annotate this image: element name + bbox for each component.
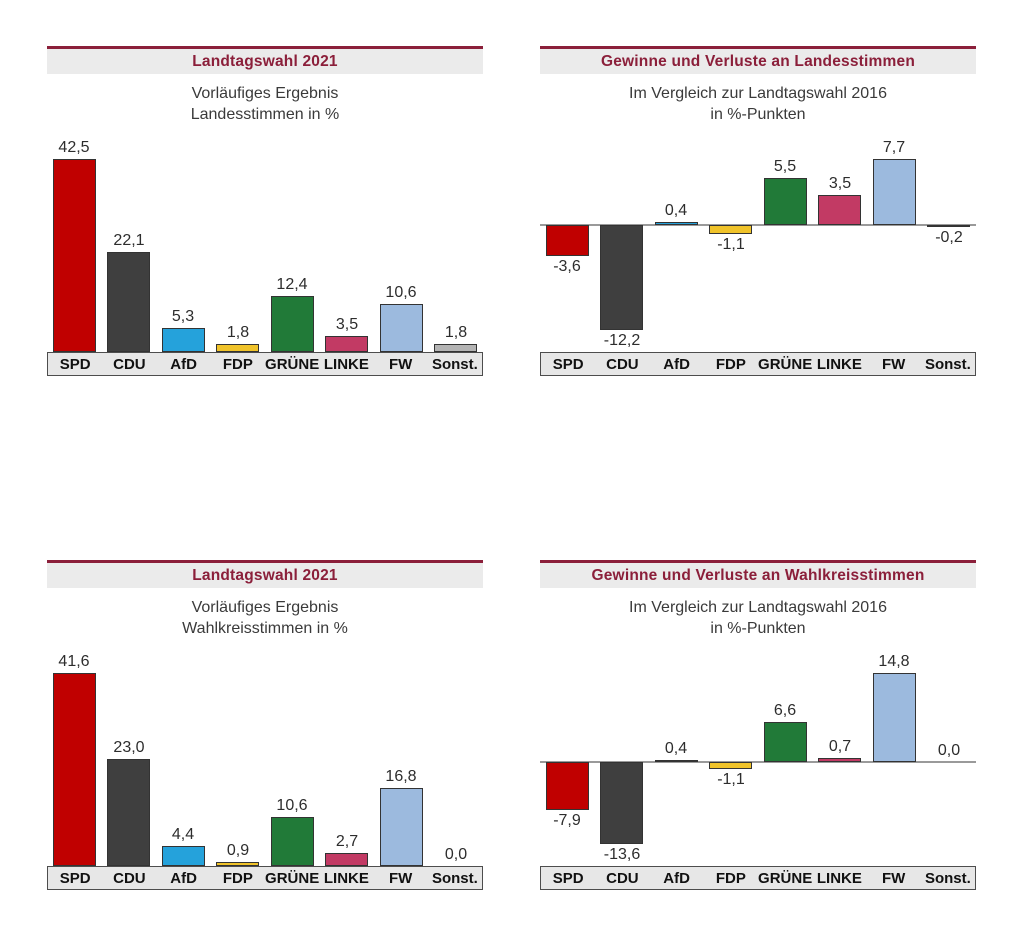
bar-fw xyxy=(380,304,423,352)
value-label-spd: 42,5 xyxy=(58,139,90,156)
value-label-sonst: -0,2 xyxy=(935,229,963,246)
chart-title: Gewinne und Verluste an Landesstimmen xyxy=(600,52,916,70)
value-label-fdp: -1,1 xyxy=(717,236,745,253)
value-label-afd: 5,3 xyxy=(171,308,195,325)
bar-sonst xyxy=(927,225,970,227)
value-label-linke: 2,7 xyxy=(335,833,359,850)
bar-gruene xyxy=(271,817,314,866)
axis-label-gruene: GRÜNE xyxy=(758,869,813,887)
value-label-cdu: -13,6 xyxy=(603,846,641,863)
axis-label-spd: SPD xyxy=(59,869,91,887)
bar-cdu xyxy=(600,225,643,330)
value-label-fw: 14,8 xyxy=(878,653,910,670)
chart-subtitle-line2: Wahlkreisstimmen in % xyxy=(182,620,348,637)
chart-title: Landtagswahl 2021 xyxy=(192,52,338,70)
bar-spd xyxy=(53,159,96,352)
value-label-afd: 4,4 xyxy=(171,826,195,843)
value-label-spd: -7,9 xyxy=(553,812,581,829)
chart-header-band xyxy=(47,49,483,74)
axis-label-afd: AfD xyxy=(170,869,197,887)
value-label-cdu: 22,1 xyxy=(113,232,145,249)
bar-spd xyxy=(546,762,589,810)
bar-afd xyxy=(655,760,698,762)
chart-subtitle xyxy=(47,83,483,125)
chart-subtitle-line1: Im Vergleich zur Landtagswahl 2016 xyxy=(629,599,887,616)
axis-label-fdp: FDP xyxy=(222,355,253,373)
axis-label-cdu: CDU xyxy=(113,869,146,887)
value-label-linke: 3,5 xyxy=(335,316,359,333)
axis-label-cdu: CDU xyxy=(113,355,146,373)
value-label-sonst: 0,0 xyxy=(937,742,961,759)
bar-gruene xyxy=(764,178,807,225)
axis-label-spd: SPD xyxy=(552,355,584,373)
bar-linke xyxy=(818,195,861,225)
value-label-afd: 0,4 xyxy=(664,740,688,757)
axis-label-linke: LINKE xyxy=(323,869,369,887)
x-axis-band xyxy=(540,866,976,890)
value-label-gruene: 10,6 xyxy=(276,797,308,814)
plot-area xyxy=(47,135,483,352)
bar-fdp xyxy=(709,762,752,769)
value-label-gruene: 5,5 xyxy=(773,158,797,175)
chart-subtitle-line1: Vorläufiges Ergebnis xyxy=(191,85,339,102)
bar-gruene xyxy=(271,296,314,352)
chart-panel-landesstimmen-ergebnis xyxy=(47,46,483,376)
axis-label-spd: SPD xyxy=(59,355,91,373)
axis-label-fw: FW xyxy=(388,869,413,887)
value-label-afd: 0,4 xyxy=(664,202,688,219)
chart-subtitle-line2: Landesstimmen in % xyxy=(190,106,340,123)
x-axis-band xyxy=(540,352,976,376)
chart-subtitle-line2: in %-Punkten xyxy=(710,620,806,637)
chart-subtitle-line1: Im Vergleich zur Landtagswahl 2016 xyxy=(629,85,887,102)
axis-label-afd: AfD xyxy=(663,869,690,887)
bar-linke xyxy=(325,336,368,352)
x-axis-band xyxy=(47,866,483,890)
bar-fw xyxy=(873,673,916,762)
chart-header-band xyxy=(540,49,976,74)
axis-label-fw: FW xyxy=(388,355,413,373)
bar-fw xyxy=(380,788,423,866)
axis-label-linke: LINKE xyxy=(816,869,862,887)
bar-cdu xyxy=(107,252,150,352)
bar-fw xyxy=(873,159,916,225)
bar-cdu xyxy=(107,759,150,866)
plot-area xyxy=(540,135,976,352)
value-label-sonst: 0,0 xyxy=(444,846,468,863)
value-label-cdu: -12,2 xyxy=(603,332,641,349)
bar-sonst xyxy=(434,344,477,352)
value-label-spd: 41,6 xyxy=(58,653,90,670)
chart-panel-wahlkreisstimmen-ergebnis xyxy=(47,560,483,890)
axis-label-spd: SPD xyxy=(552,869,584,887)
value-label-spd: -3,6 xyxy=(553,258,581,275)
bar-gruene xyxy=(764,722,807,762)
bar-afd xyxy=(162,328,205,352)
bar-spd xyxy=(546,225,589,256)
axis-label-sonst: Sonst. xyxy=(924,869,971,887)
bar-linke xyxy=(818,758,861,762)
value-label-gruene: 12,4 xyxy=(276,276,308,293)
chart-subtitle xyxy=(540,597,976,639)
bar-linke xyxy=(325,853,368,866)
chart-header-band xyxy=(47,563,483,588)
bar-afd xyxy=(655,222,698,225)
chart-panel-wahlkreisstimmen-gewinne-verluste xyxy=(540,560,976,890)
axis-label-afd: AfD xyxy=(663,355,690,373)
axis-label-fdp: FDP xyxy=(222,869,253,887)
axis-label-afd: AfD xyxy=(170,355,197,373)
bar-fdp xyxy=(216,344,259,352)
value-label-fdp: 1,8 xyxy=(226,324,250,341)
value-label-fw: 7,7 xyxy=(882,139,906,156)
axis-label-gruene: GRÜNE xyxy=(265,355,320,373)
bar-afd xyxy=(162,846,205,866)
value-label-linke: 3,5 xyxy=(828,175,852,192)
value-label-fdp: 0,9 xyxy=(226,842,250,859)
plot-area xyxy=(540,649,976,866)
chart-subtitle xyxy=(540,83,976,125)
value-label-fdp: -1,1 xyxy=(717,771,745,788)
chart-subtitle-line1: Vorläufiges Ergebnis xyxy=(191,599,339,616)
value-label-gruene: 6,6 xyxy=(773,702,797,719)
x-axis-band xyxy=(47,352,483,376)
chart-panel-landesstimmen-gewinne-verluste xyxy=(540,46,976,376)
chart-title: Gewinne und Verluste an Wahlkreisstimmen xyxy=(591,566,925,584)
plot-area xyxy=(47,649,483,866)
axis-label-cdu: CDU xyxy=(606,869,639,887)
value-label-fw: 10,6 xyxy=(385,284,417,301)
axis-label-gruene: GRÜNE xyxy=(758,355,813,373)
axis-label-cdu: CDU xyxy=(606,355,639,373)
value-label-linke: 0,7 xyxy=(828,738,852,755)
axis-label-linke: LINKE xyxy=(816,355,862,373)
chart-header-band xyxy=(540,563,976,588)
bar-fdp xyxy=(709,225,752,234)
axis-label-sonst: Sonst. xyxy=(431,869,478,887)
chart-subtitle-line2: in %-Punkten xyxy=(710,106,806,123)
bar-cdu xyxy=(600,762,643,844)
axis-label-gruene: GRÜNE xyxy=(265,869,320,887)
bar-spd xyxy=(53,673,96,866)
axis-label-linke: LINKE xyxy=(323,355,369,373)
value-label-cdu: 23,0 xyxy=(113,739,145,756)
bar-fdp xyxy=(216,862,259,866)
axis-label-fdp: FDP xyxy=(715,869,746,887)
axis-label-sonst: Sonst. xyxy=(924,355,971,373)
axis-label-fw: FW xyxy=(881,355,906,373)
axis-label-fdp: FDP xyxy=(715,355,746,373)
axis-label-fw: FW xyxy=(881,869,906,887)
value-label-fw: 16,8 xyxy=(385,768,417,785)
chart-subtitle xyxy=(47,597,483,639)
chart-title: Landtagswahl 2021 xyxy=(192,566,338,584)
axis-label-sonst: Sonst. xyxy=(431,355,478,373)
value-label-sonst: 1,8 xyxy=(444,324,468,341)
